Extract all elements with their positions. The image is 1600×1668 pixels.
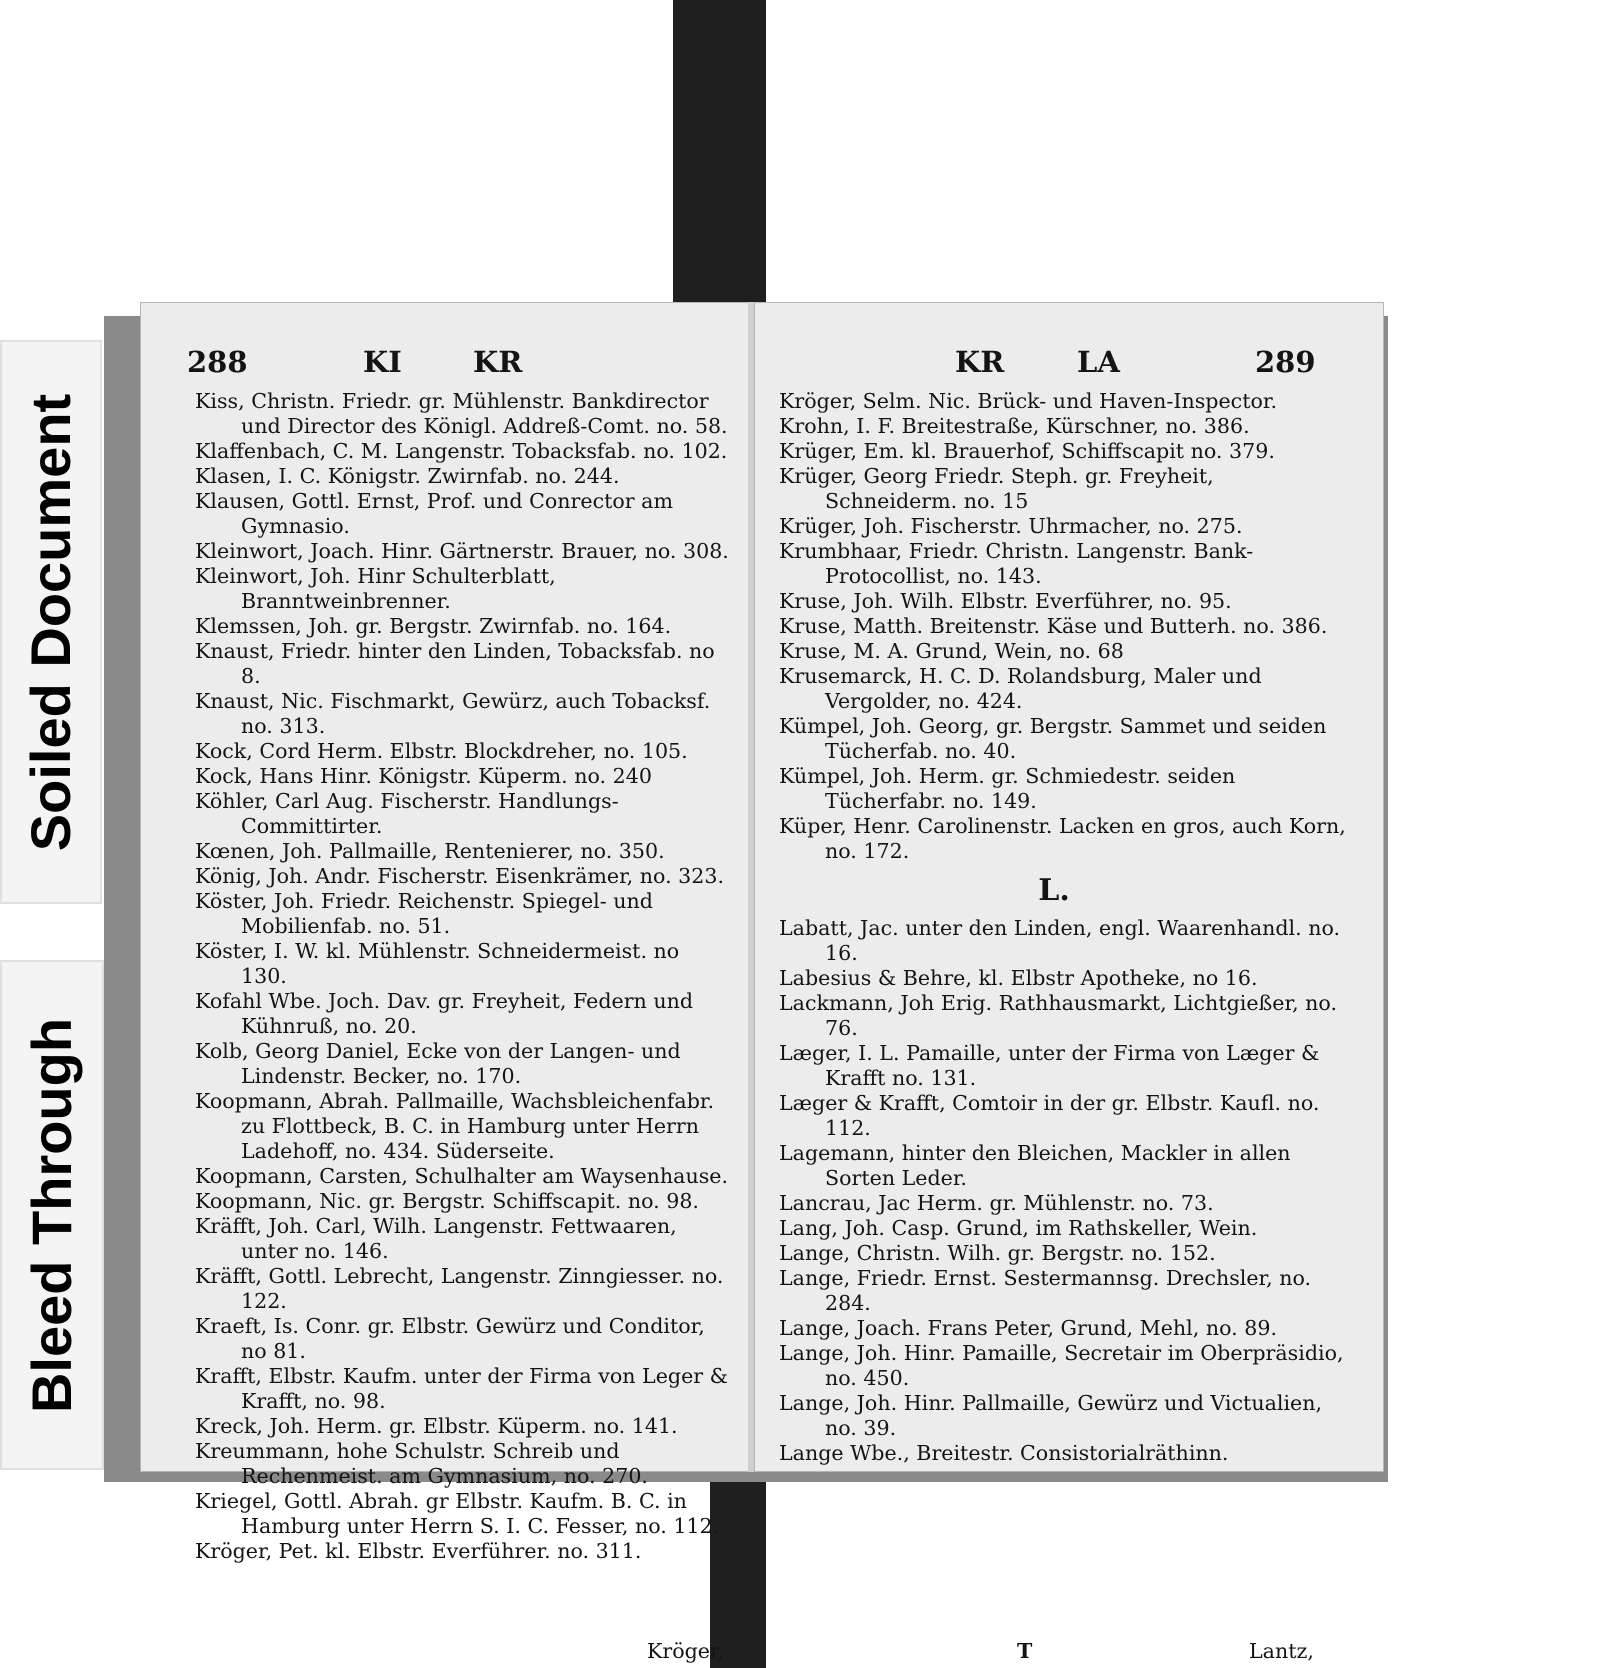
- directory-entry: Köhler, Carl Aug. Fischerstr. Handlungs-Committirter.: [195, 789, 619, 838]
- right-page: [754, 302, 1384, 1663]
- directory-entry: Köster, Joh. Friedr. Reichenstr. Spiegel- und Mobilienfab. no. 51.: [195, 889, 653, 938]
- directory-entry: Knaust, Nic. Fischmarkt, Gewürz, auch Tobacksf. no. 313.: [195, 689, 711, 738]
- left-page-number: 288: [187, 345, 248, 379]
- directory-entry: Kreck, Joh. Herm. gr. Elbstr. Küperm. no. 141.: [195, 1414, 678, 1438]
- right-entry-list: [779, 389, 1349, 1466]
- bleed-through-label-text: Bleed Through: [20, 1017, 84, 1413]
- directory-entry: Kruse, M. A. Grund, Wein, no. 68: [779, 639, 1124, 663]
- directory-entry: Köster, I. W. kl. Mühlenstr. Schneidermeist. no 130.: [195, 939, 680, 988]
- directory-entry: Knaust, Friedr. hinter den Linden, Tobacksfab. no 8.: [195, 639, 715, 688]
- signature-mark: T: [1017, 1639, 1033, 1663]
- left-entry-list: [195, 389, 730, 1564]
- directory-entry: Kümpel, Joh. Herm. gr. Schmiedestr. seiden Tücherfabr. no. 149.: [779, 764, 1236, 813]
- directory-entry: Lange, Joh. Hinr. Pamaille, Secretair im Oberpräsidio, no. 450.: [779, 1341, 1344, 1390]
- soiled-document-label: [0, 340, 102, 904]
- directory-entry: Labatt, Jac. unter den Linden, engl. Waarenhandl. no. 16.: [779, 916, 1341, 965]
- directory-entry: Lange, Friedr. Ernst. Sestermannsg. Drechsler, no. 284.: [779, 1266, 1312, 1315]
- left-catchword: Kröger,: [647, 1639, 725, 1663]
- directory-entry: Krusemarck, H. C. D. Rolandsburg, Maler und Vergolder, no. 424.: [779, 664, 1262, 713]
- directory-entry: Koopmann, Carsten, Schulhalter am Waysenhause.: [195, 1164, 729, 1188]
- directory-entry: Kriegel, Gottl. Abrah. gr Elbstr. Kaufm. B. C. in Hamburg unter Herrn S. I. C. Fesser, no. 112.: [195, 1489, 720, 1538]
- directory-entry: Klasen, I. C. Königstr. Zwirnfab. no. 244.: [195, 464, 620, 488]
- directory-entry: Kruse, Matth. Breitenstr. Käse und Butterh. no. 386.: [779, 614, 1328, 638]
- directory-entry: Koopmann, Nic. gr. Bergstr. Schiffscapit. no. 98.: [195, 1189, 699, 1213]
- directory-entry: Kiss, Christn. Friedr. gr. Mühlenstr. Bankdirector und Director des Königl. Addreß-Comt. no. 58.: [195, 389, 728, 438]
- directory-entry: Lagemann, hinter den Bleichen, Mackler in allen Sorten Leder.: [779, 1141, 1291, 1190]
- directory-entry: Læger, I. L. Pamaille, unter der Firma von Læger & Krafft no. 131.: [779, 1041, 1320, 1090]
- directory-entry: Kümpel, Joh. Georg, gr. Bergstr. Sammet und seiden Tücherfab. no. 40.: [779, 714, 1327, 763]
- directory-entry: Kofahl Wbe. Joch. Dav. gr. Freyheit, Federn und Kühnruß, no. 20.: [195, 989, 694, 1038]
- directory-entry: Klemssen, Joh. gr. Bergstr. Zwirnfab. no. 164.: [195, 614, 672, 638]
- directory-entry: Læger & Krafft, Comtoir in der gr. Elbstr. Kaufl. no. 112.: [779, 1091, 1320, 1140]
- left-header-left: KI: [363, 345, 402, 379]
- directory-entry: Krüger, Em. kl. Brauerhof, Schiffscapit no. 379.: [779, 439, 1275, 463]
- section-heading-l: L.: [1038, 873, 1070, 908]
- directory-entry: Lancrau, Jac Herm. gr. Mühlenstr. no. 73.: [779, 1191, 1214, 1215]
- directory-entry: Lange, Joach. Frans Peter, Grund, Mehl, no. 89.: [779, 1316, 1277, 1340]
- right-la-entries: [779, 916, 1349, 1466]
- directory-entry: Kock, Cord Herm. Elbstr. Blockdreher, no. 105.: [195, 739, 688, 763]
- directory-entry: Kreummann, hohe Schulstr. Schreib und Rechenmeist. am Gymnasium, no. 270.: [195, 1439, 648, 1488]
- directory-entry: Lange, Joh. Hinr. Pallmaille, Gewürz und Victualien, no. 39.: [779, 1391, 1323, 1440]
- left-header-right: KR: [473, 345, 523, 379]
- directory-entry: Kleinwort, Joach. Hinr. Gärtnerstr. Brauer, no. 308.: [195, 539, 729, 563]
- directory-entry: Kröger, Pet. kl. Elbstr. Everführer. no. 311.: [195, 1539, 642, 1563]
- directory-entry: Kock, Hans Hinr. Königstr. Küperm. no. 240: [195, 764, 652, 788]
- directory-entry: Krumbhaar, Friedr. Christn. Langenstr. Bank-Protocollist, no. 143.: [779, 539, 1254, 588]
- directory-entry: Krüger, Joh. Fischerstr. Uhrmacher, no. 275.: [779, 514, 1243, 538]
- right-header-left: KR: [955, 345, 1005, 379]
- directory-entry: Kräfft, Gottl. Lebrecht, Langenstr. Zinngiesser. no. 122.: [195, 1264, 724, 1313]
- directory-entry: Krafft, Elbstr. Kaufm. unter der Firma von Leger & Krafft, no. 98.: [195, 1364, 729, 1413]
- directory-entry: Kraeft, Is. Conr. gr. Elbstr. Gewürz und Conditor, no 81.: [195, 1314, 705, 1363]
- directory-entry: König, Joh. Andr. Fischerstr. Eisenkrämer, no. 323.: [195, 864, 725, 888]
- bleed-through-label: [0, 960, 104, 1470]
- directory-entry: Kräfft, Joh. Carl, Wilh. Langenstr. Fettwaaren, unter no. 146.: [195, 1214, 677, 1263]
- soiled-document-label-text: Soiled Document: [19, 393, 83, 851]
- right-page-number: 289: [1255, 345, 1316, 379]
- directory-entry: Lackmann, Joh Erig. Rathhausmarkt, Lichtgießer, no. 76.: [779, 991, 1338, 1040]
- directory-entry: Lange Wbe., Breitestr. Consistorialräthinn.: [779, 1441, 1229, 1465]
- right-kr-entries: [779, 389, 1349, 864]
- directory-entry: Krohn, I. F. Breitestraße, Kürschner, no. 386.: [779, 414, 1250, 438]
- directory-entry: Labesius & Behre, kl. Elbstr Apotheke, no 16.: [779, 966, 1258, 990]
- directory-entry: Kleinwort, Joh. Hinr Schulterblatt, Branntweinbrenner.: [195, 564, 556, 613]
- directory-entry: Kruse, Joh. Wilh. Elbstr. Everführer, no. 95.: [779, 589, 1232, 613]
- directory-entry: Kolb, Georg Daniel, Ecke von der Langen- und Lindenstr. Becker, no. 170.: [195, 1039, 681, 1088]
- right-catchword: Lantz,: [1249, 1639, 1314, 1663]
- directory-entry: Kœnen, Joh. Pallmaille, Rentenierer, no. 350.: [195, 839, 665, 863]
- directory-entry: Klaffenbach, C. M. Langenstr. Tobacksfab. no. 102.: [195, 439, 728, 463]
- directory-entry: Lange, Christn. Wilh. gr. Bergstr. no. 152.: [779, 1241, 1216, 1265]
- directory-entry: Küper, Henr. Carolinenstr. Lacken en gros, auch Korn, no. 172.: [779, 814, 1346, 863]
- binding-spine-top: [673, 0, 766, 308]
- directory-entry: Kröger, Selm. Nic. Brück- und Haven-Inspector.: [779, 389, 1278, 413]
- directory-entry: Koopmann, Abrah. Pallmaille, Wachsbleichenfabr. zu Flottbeck, B. C. in Hamburg unter Herrn Ladehoff, no. 434. Süderseite.: [195, 1089, 715, 1163]
- directory-entry: Klausen, Gottl. Ernst, Prof. und Conrector am Gymnasio.: [195, 489, 673, 538]
- directory-entry: Lang, Joh. Casp. Grund, im Rathskeller, Wein.: [779, 1216, 1258, 1240]
- right-header-right: LA: [1077, 345, 1120, 379]
- left-page: [140, 302, 752, 1663]
- directory-entry: Krüger, Georg Friedr. Steph. gr. Freyheit, Schneiderm. no. 15: [779, 464, 1214, 513]
